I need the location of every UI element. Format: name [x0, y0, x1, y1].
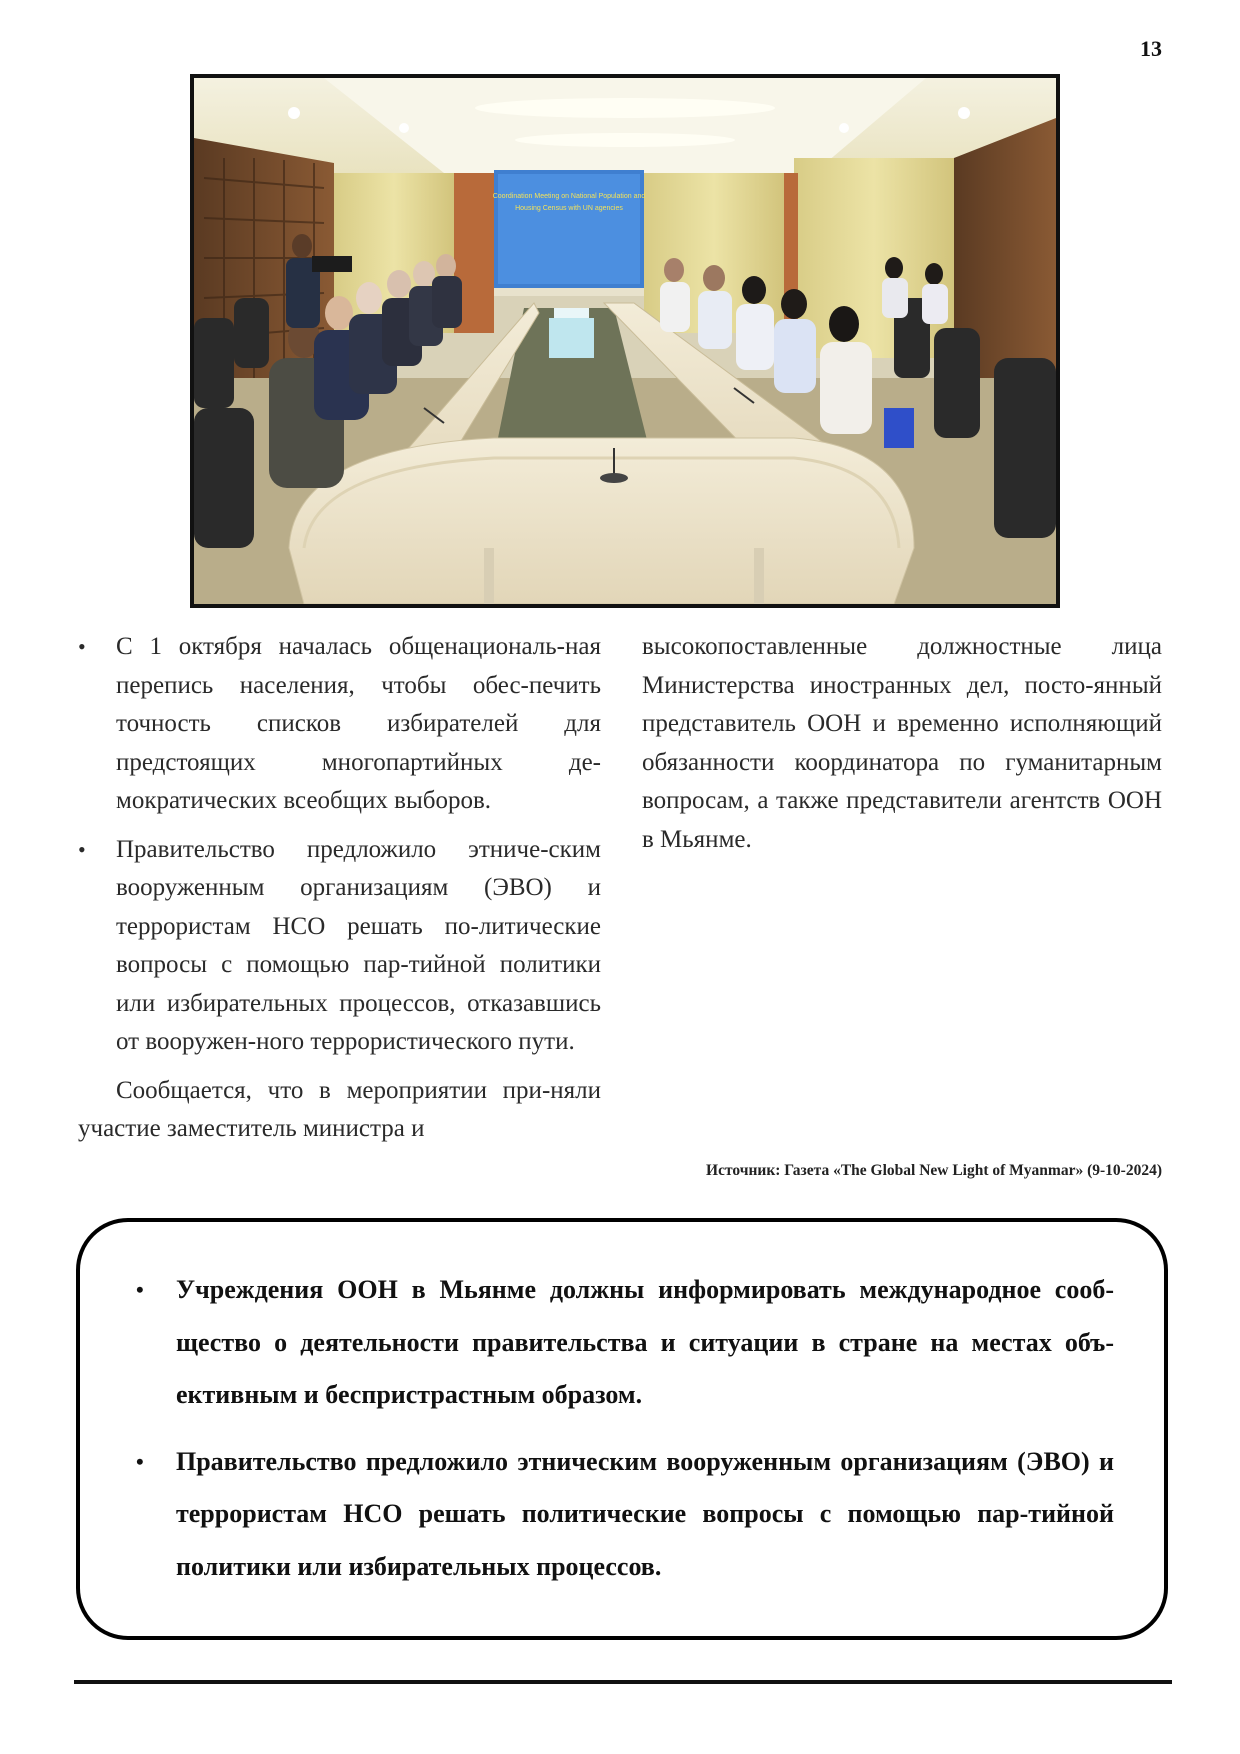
- source-citation: Источник: Газета «The Global New Light of Myanmar» (9-10-2024): [706, 1162, 1162, 1179]
- summary-item: • Учреждения ООН в Мьянме должны информировать международное сооб-щество о деятельности правительства и ситуации в стране на местах объ-ективным и беспристрастным образом.: [136, 1264, 1114, 1422]
- meeting-photo: [190, 74, 1060, 608]
- summary-box: [76, 1218, 1168, 1640]
- bottom-divider: [74, 1680, 1172, 1684]
- article-left-column: [78, 628, 601, 1149]
- page-number: 13: [1140, 36, 1162, 61]
- summary-list: [136, 1264, 1114, 1593]
- article-paragraph-continued: высокопоставленные должностные лица Министерства иностранных дел, посто-янный представитель ООН и временно исполняющий обязанности координатора по гуманитарным вопросам, а также представители агентств ООН в Мьянме.: [642, 633, 1162, 853]
- article-right-column: [642, 628, 1162, 859]
- screen-title-line-1: Coordination Meeting on National Population and: [492, 193, 646, 200]
- article-bullet: • Правительство предложило этниче-ским вооруженным организациям (ЭВО) и террористам НСО решать по-литические вопросы с помощью пар-тийной политики или избирательных процессов, отказавшись от вооружен-ного террористического пути.: [78, 831, 601, 1062]
- article-paragraph: Сообщается, что в мероприятии при-няли участие заместитель министра и: [78, 1076, 601, 1142]
- article-bullet: • С 1 октября началась общенациональ-ная перепись населения, чтобы обес-печить точность списков избирателей для предстоящих многопартийных де-мократических всеобщих выборов.: [78, 628, 601, 821]
- screen-title-line-2: Housing Census with UN agencies: [515, 205, 623, 212]
- article-bullet-list: [78, 628, 601, 1062]
- summary-item: • Правительство предложило этническим вооруженным организациям (ЭВО) и террористам НСО решать политические вопросы с помощью пар-тийной политики или избирательных процессов.: [136, 1436, 1114, 1594]
- meeting-room-illustration: [194, 78, 1056, 604]
